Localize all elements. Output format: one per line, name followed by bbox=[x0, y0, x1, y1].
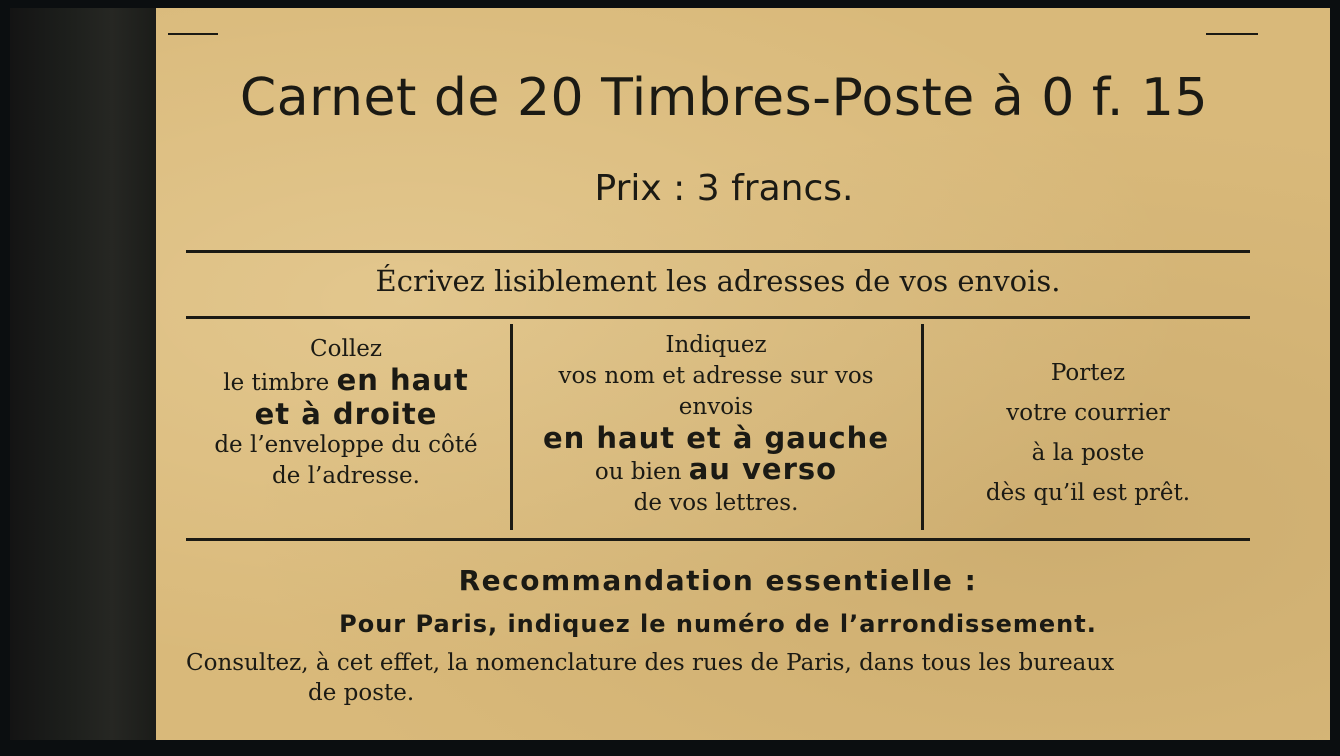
column-divider-2 bbox=[921, 324, 924, 530]
address-line3: envois bbox=[678, 394, 754, 420]
instruction-column-mail bbox=[926, 353, 1250, 513]
consult-line2: de poste. bbox=[308, 680, 415, 706]
stamp-line2-bold: en haut bbox=[336, 363, 469, 397]
stamp-line2 bbox=[186, 365, 506, 399]
stamp-line4: de l’enveloppe du côté bbox=[214, 432, 478, 458]
instruction-column-address bbox=[516, 330, 916, 519]
booklet-binding-strip bbox=[10, 8, 156, 740]
booklet-price: Prix : 3 francs. bbox=[594, 168, 854, 209]
address-line5-plain: ou bien bbox=[594, 459, 689, 485]
recommendation-consult bbox=[186, 648, 1256, 708]
stamp-line3: et à droite bbox=[254, 397, 438, 431]
recommendation-paris: Pour Paris, indiquez le numéro de l’arrondissement. bbox=[339, 610, 1097, 638]
mail-line4: dès qu’il est prêt. bbox=[985, 480, 1191, 506]
address-line5-bold: au verso bbox=[688, 452, 838, 486]
mail-line3: à la poste bbox=[1031, 440, 1145, 466]
stamp-line2-plain: le timbre bbox=[223, 370, 337, 396]
mail-line1: Portez bbox=[1050, 360, 1126, 386]
address-line4: en haut et à gauche bbox=[542, 421, 889, 455]
mail-line2: votre courrier bbox=[1006, 400, 1170, 426]
address-line6: de vos lettres. bbox=[633, 490, 799, 516]
instruction-column-stamp bbox=[186, 334, 506, 492]
address-line5 bbox=[516, 454, 916, 488]
column-divider-1 bbox=[510, 324, 513, 530]
address-line2: vos nom et adresse sur vos bbox=[558, 363, 874, 389]
divider-top bbox=[186, 250, 1250, 253]
stamp-line5: de l’adresse. bbox=[272, 463, 420, 489]
stamp-line1: Collez bbox=[310, 336, 382, 362]
recommendation-title: Recommandation essentielle : bbox=[458, 564, 978, 597]
divider-bottom bbox=[186, 538, 1250, 541]
consult-line1: Consultez, à cet effet, la nomenclature des rues de Paris, dans tous les bureaux bbox=[186, 650, 1115, 676]
corner-mark-left bbox=[168, 33, 218, 35]
address-line1: Indiquez bbox=[665, 332, 767, 358]
stamp-booklet-cover bbox=[10, 8, 1330, 740]
legibility-note: Écrivez lisiblement les adresses de vos envois. bbox=[375, 264, 1061, 298]
corner-mark-right bbox=[1206, 33, 1258, 35]
booklet-title: Carnet de 20 Timbres-Poste à 0 f. 15 bbox=[239, 68, 1209, 128]
divider-middle bbox=[186, 316, 1250, 319]
